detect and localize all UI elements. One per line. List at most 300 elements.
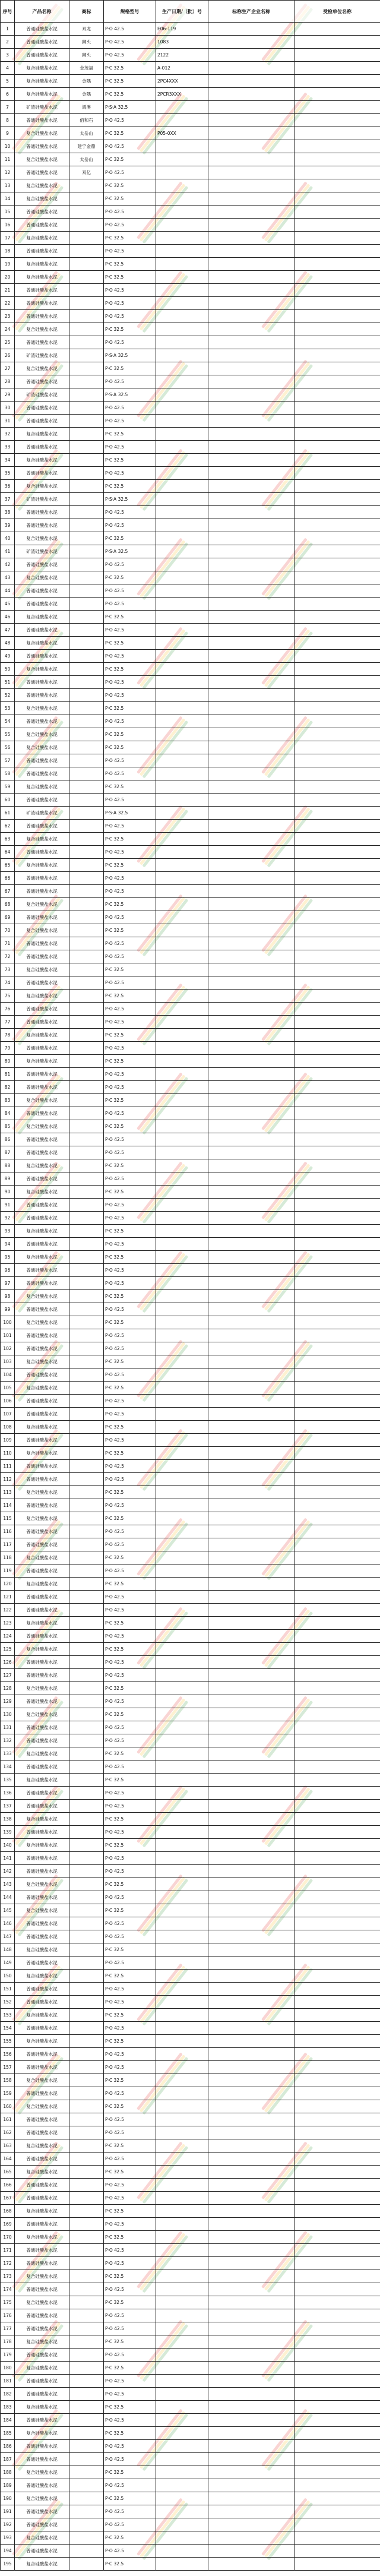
cell-batch bbox=[156, 493, 208, 506]
cell-manufacturer bbox=[208, 2349, 294, 2362]
table-row bbox=[1, 2309, 380, 2322]
cell-index: 116 bbox=[1, 1525, 15, 1538]
cell-manufacturer bbox=[208, 1016, 294, 1029]
cell-manufacturer bbox=[208, 1943, 294, 1957]
cell-product-name: 普通硅酸盐水泥 bbox=[15, 375, 69, 388]
cell-batch bbox=[156, 2100, 208, 2113]
cell-product-name: 普通硅酸盐水泥 bbox=[15, 911, 69, 924]
cell-manufacturer bbox=[208, 624, 294, 637]
cell-product-name: 普通硅酸盐水泥 bbox=[15, 1669, 69, 1682]
cell-index: 123 bbox=[1, 1617, 15, 1630]
table-row bbox=[1, 990, 380, 1003]
cell-product-name: 普通硅酸盐水泥 bbox=[15, 2153, 69, 2166]
cell-batch bbox=[156, 990, 208, 1003]
cell-product-name: 普通硅酸盐水泥 bbox=[15, 402, 69, 415]
table-row bbox=[1, 1486, 380, 1499]
cell-index: 2 bbox=[1, 36, 15, 49]
cell-manufacturer bbox=[208, 140, 294, 153]
cell-brand bbox=[69, 663, 104, 676]
cell-product-name: 普通硅酸盐水泥 bbox=[15, 1368, 69, 1382]
cell-index: 122 bbox=[1, 1604, 15, 1617]
cell-spec: P·O 42.5 bbox=[104, 2545, 156, 2558]
cell-brand bbox=[69, 1355, 104, 1368]
cell-index: 29 bbox=[1, 388, 15, 402]
cell-index: 155 bbox=[1, 2035, 15, 2048]
cell-spec: P·C 32.5 bbox=[104, 2466, 156, 2479]
cell-manufacturer bbox=[208, 1578, 294, 1591]
cell-product-name: 普通硅酸盐水泥 bbox=[15, 820, 69, 833]
cell-batch bbox=[156, 689, 208, 702]
cell-index: 137 bbox=[1, 1800, 15, 1813]
cell-index: 162 bbox=[1, 2126, 15, 2139]
cell-spec: P·C 32.5 bbox=[104, 1617, 156, 1630]
cell-batch bbox=[156, 1943, 208, 1957]
table-row bbox=[1, 1996, 380, 2009]
cell-manufacturer bbox=[208, 2087, 294, 2100]
cell-index: 98 bbox=[1, 1290, 15, 1303]
cell-brand bbox=[69, 702, 104, 715]
cell-inspected-unit bbox=[294, 2518, 380, 2531]
cell-batch bbox=[156, 1721, 208, 1734]
cell-spec: P·O 42.5 bbox=[104, 885, 156, 898]
cell-manufacturer bbox=[208, 1708, 294, 1721]
cell-inspected-unit bbox=[294, 1029, 380, 1042]
cell-brand bbox=[69, 493, 104, 506]
cell-manufacturer bbox=[208, 1303, 294, 1316]
cell-inspected-unit bbox=[294, 454, 380, 467]
cell-batch bbox=[156, 454, 208, 467]
cell-manufacturer bbox=[208, 2492, 294, 2505]
cell-index: 100 bbox=[1, 1316, 15, 1329]
cell-spec: P·C 32.5 bbox=[104, 2492, 156, 2505]
cell-inspected-unit bbox=[294, 1473, 380, 1486]
cell-product-name: 普通硅酸盐水泥 bbox=[15, 715, 69, 728]
cell-index: 80 bbox=[1, 1055, 15, 1068]
table-row bbox=[1, 2126, 380, 2139]
cell-brand bbox=[69, 624, 104, 637]
table-row bbox=[1, 1499, 380, 1512]
cell-batch bbox=[156, 1760, 208, 1774]
cell-manufacturer bbox=[208, 2244, 294, 2257]
cell-index: 101 bbox=[1, 1329, 15, 1342]
cell-manufacturer bbox=[208, 1395, 294, 1408]
cell-spec: P·C 32.5 bbox=[104, 1643, 156, 1656]
cell-batch bbox=[156, 179, 208, 192]
cell-manufacturer bbox=[208, 219, 294, 232]
cell-index: 133 bbox=[1, 1747, 15, 1760]
cell-spec: P·O 42.5 bbox=[104, 1996, 156, 2009]
cell-inspected-unit bbox=[294, 976, 380, 990]
cell-product-name: 复合硅酸盐水泥 bbox=[15, 2139, 69, 2153]
cell-index: 54 bbox=[1, 715, 15, 728]
cell-product-name: 复合硅酸盐水泥 bbox=[15, 2427, 69, 2440]
cell-product-name: 矿渣硅酸盐水泥 bbox=[15, 807, 69, 820]
cell-brand bbox=[69, 219, 104, 232]
cell-manufacturer bbox=[208, 2048, 294, 2061]
cell-index: 62 bbox=[1, 820, 15, 833]
cell-spec: P·S·A 32.5 bbox=[104, 101, 156, 114]
cell-inspected-unit bbox=[294, 1290, 380, 1303]
cell-brand bbox=[69, 2048, 104, 2061]
cell-manufacturer bbox=[208, 1839, 294, 1852]
cell-brand bbox=[69, 1551, 104, 1564]
cell-inspected-unit bbox=[294, 1617, 380, 1630]
cell-brand bbox=[69, 2427, 104, 2440]
cell-brand: 佰和石 bbox=[69, 114, 104, 127]
cell-batch bbox=[156, 2061, 208, 2074]
cell-spec: P·O 42.5 bbox=[104, 2414, 156, 2427]
cell-index: 18 bbox=[1, 245, 15, 258]
cell-brand bbox=[69, 179, 104, 192]
cell-inspected-unit bbox=[294, 2048, 380, 2061]
cell-product-name: 普通硅酸盐水泥 bbox=[15, 2218, 69, 2231]
cell-manufacturer bbox=[208, 1996, 294, 2009]
table-row bbox=[1, 519, 380, 532]
cell-product-name: 普通硅酸盐水泥 bbox=[15, 506, 69, 519]
cell-inspected-unit bbox=[294, 1839, 380, 1852]
table-row bbox=[1, 2505, 380, 2518]
cell-manufacturer bbox=[208, 2113, 294, 2126]
table-row bbox=[1, 2349, 380, 2362]
cell-product-name: 普通硅酸盐水泥 bbox=[15, 794, 69, 807]
cell-product-name: 复合硅酸盐水泥 bbox=[15, 1708, 69, 1721]
cell-manufacturer bbox=[208, 2362, 294, 2375]
cell-manufacturer bbox=[208, 885, 294, 898]
cell-batch bbox=[156, 192, 208, 206]
cell-inspected-unit bbox=[294, 2466, 380, 2479]
cell-spec: P·C 32.5 bbox=[104, 362, 156, 375]
cell-brand bbox=[69, 2505, 104, 2518]
cell-batch bbox=[156, 1199, 208, 1212]
cell-index: 136 bbox=[1, 1787, 15, 1800]
cell-batch bbox=[156, 271, 208, 284]
cell-batch bbox=[156, 1055, 208, 1068]
cell-product-name: 普通硅酸盐水泥 bbox=[15, 1277, 69, 1290]
cell-product-name: 普通硅酸盐水泥 bbox=[15, 2048, 69, 2061]
cell-brand bbox=[69, 336, 104, 349]
cell-batch bbox=[156, 428, 208, 441]
cell-brand bbox=[69, 1029, 104, 1042]
cell-product-name: 复合硅酸盐水泥 bbox=[15, 362, 69, 375]
cell-product-name: 复合硅酸盐水泥 bbox=[15, 637, 69, 650]
cell-inspected-unit bbox=[294, 1342, 380, 1355]
cell-product-name: 普通硅酸盐水泥 bbox=[15, 2179, 69, 2192]
cell-product-name: 普通硅酸盐水泥 bbox=[15, 1329, 69, 1342]
cell-batch bbox=[156, 2270, 208, 2283]
cell-product-name: 复合硅酸盐水泥 bbox=[15, 1251, 69, 1264]
cell-index: 111 bbox=[1, 1460, 15, 1473]
cell-batch bbox=[156, 754, 208, 767]
cell-batch bbox=[156, 219, 208, 232]
cell-index: 163 bbox=[1, 2139, 15, 2153]
cell-brand bbox=[69, 271, 104, 284]
cell-manufacturer bbox=[208, 2309, 294, 2322]
cell-product-name: 复合硅酸盐水泥 bbox=[15, 258, 69, 271]
table-row bbox=[1, 2270, 380, 2283]
cell-index: 16 bbox=[1, 219, 15, 232]
cell-spec: P·O 42.5 bbox=[104, 1656, 156, 1669]
cell-brand bbox=[69, 2022, 104, 2035]
cell-manufacturer bbox=[208, 702, 294, 715]
table-row bbox=[1, 950, 380, 963]
table-row bbox=[1, 2388, 380, 2401]
cell-inspected-unit bbox=[294, 179, 380, 192]
cell-inspected-unit bbox=[294, 323, 380, 336]
cell-index: 161 bbox=[1, 2113, 15, 2126]
cell-index: 165 bbox=[1, 2166, 15, 2179]
cell-batch bbox=[156, 1669, 208, 1682]
table-row bbox=[1, 1564, 380, 1578]
cell-index: 77 bbox=[1, 1016, 15, 1029]
cell-brand bbox=[69, 2335, 104, 2349]
cell-manufacturer bbox=[208, 428, 294, 441]
cell-inspected-unit bbox=[294, 336, 380, 349]
cell-manufacturer bbox=[208, 1630, 294, 1643]
cell-spec: P·C 32.5 bbox=[104, 2296, 156, 2309]
cell-inspected-unit bbox=[294, 624, 380, 637]
table-row bbox=[1, 2545, 380, 2558]
table-row bbox=[1, 2139, 380, 2153]
cell-batch bbox=[156, 1225, 208, 1238]
cell-batch bbox=[156, 1016, 208, 1029]
table-row bbox=[1, 2061, 380, 2074]
cell-manufacturer bbox=[208, 1460, 294, 1473]
cell-batch bbox=[156, 2362, 208, 2375]
cell-inspected-unit bbox=[294, 1120, 380, 1133]
cell-inspected-unit bbox=[294, 794, 380, 807]
cell-manufacturer bbox=[208, 454, 294, 467]
table-row bbox=[1, 1159, 380, 1172]
cell-manufacturer bbox=[208, 558, 294, 571]
cell-spec: P·O 42.5 bbox=[104, 1408, 156, 1421]
cell-index: 63 bbox=[1, 833, 15, 846]
cell-spec: P·C 32.5 bbox=[104, 2074, 156, 2087]
cell-brand bbox=[69, 2218, 104, 2231]
cell-spec: P·O 42.5 bbox=[104, 2022, 156, 2035]
cell-brand bbox=[69, 1172, 104, 1186]
cell-manufacturer bbox=[208, 245, 294, 258]
cell-inspected-unit bbox=[294, 1904, 380, 1917]
cell-spec: P·C 32.5 bbox=[104, 480, 156, 493]
cell-spec: P·O 42.5 bbox=[104, 1238, 156, 1251]
cell-index: 168 bbox=[1, 2205, 15, 2218]
cell-batch bbox=[156, 1159, 208, 1172]
cell-manufacturer bbox=[208, 2218, 294, 2231]
table-row bbox=[1, 1774, 380, 1787]
cell-inspected-unit bbox=[294, 1970, 380, 1983]
cell-spec: P·O 42.5 bbox=[104, 872, 156, 885]
cell-batch bbox=[156, 2479, 208, 2492]
cell-product-name: 普通硅酸盐水泥 bbox=[15, 49, 69, 62]
table-row bbox=[1, 584, 380, 598]
cell-batch bbox=[156, 807, 208, 820]
cell-index: 191 bbox=[1, 2505, 15, 2518]
cell-spec: P·O 42.5 bbox=[104, 415, 156, 428]
cell-batch bbox=[156, 1329, 208, 1342]
cell-product-name: 普通硅酸盐水泥 bbox=[15, 1800, 69, 1813]
cell-product-name: 复合硅酸盐水泥 bbox=[15, 2466, 69, 2479]
cell-inspected-unit bbox=[294, 1943, 380, 1957]
cell-spec: P·O 42.5 bbox=[104, 1865, 156, 1878]
cell-index: 127 bbox=[1, 1669, 15, 1682]
table-row bbox=[1, 1395, 380, 1408]
cell-product-name: 复合硅酸盐水泥 bbox=[15, 2531, 69, 2545]
cell-inspected-unit bbox=[294, 23, 380, 36]
cell-spec: P·O 42.5 bbox=[104, 1068, 156, 1081]
table-row bbox=[1, 2283, 380, 2296]
cell-spec: P·C 32.5 bbox=[104, 2427, 156, 2440]
cell-product-name: 复合硅酸盐水泥 bbox=[15, 480, 69, 493]
cell-manufacturer bbox=[208, 1003, 294, 1016]
cell-batch bbox=[156, 284, 208, 297]
cell-inspected-unit bbox=[294, 114, 380, 127]
cell-spec: P·O 42.5 bbox=[104, 1669, 156, 1682]
cell-batch bbox=[156, 1434, 208, 1447]
cell-product-name: 复合硅酸盐水泥 bbox=[15, 2270, 69, 2283]
cell-spec: P·C 32.5 bbox=[104, 859, 156, 872]
table-row bbox=[1, 2153, 380, 2166]
cell-manufacturer bbox=[208, 1800, 294, 1813]
cell-batch bbox=[156, 1290, 208, 1303]
cell-inspected-unit bbox=[294, 101, 380, 114]
table-row bbox=[1, 1734, 380, 1747]
cell-index: 73 bbox=[1, 963, 15, 976]
cell-index: 139 bbox=[1, 1826, 15, 1839]
cell-spec: P·O 42.5 bbox=[104, 506, 156, 519]
cell-spec: P·O 42.5 bbox=[104, 2087, 156, 2100]
cell-batch bbox=[156, 1120, 208, 1133]
cell-product-name: 复合硅酸盐水泥 bbox=[15, 532, 69, 545]
cell-spec: P·C 32.5 bbox=[104, 571, 156, 584]
cell-index: 147 bbox=[1, 1930, 15, 1943]
cell-manufacturer bbox=[208, 1695, 294, 1708]
cell-manufacturer bbox=[208, 75, 294, 88]
cell-product-name: 复合硅酸盐水泥 bbox=[15, 990, 69, 1003]
cell-brand bbox=[69, 1042, 104, 1055]
cell-inspected-unit bbox=[294, 1708, 380, 1721]
cell-manufacturer bbox=[208, 545, 294, 558]
cell-index: 34 bbox=[1, 454, 15, 467]
cell-product-name: 复合硅酸盐水泥 bbox=[15, 1578, 69, 1591]
cell-brand bbox=[69, 2270, 104, 2283]
cell-index: 97 bbox=[1, 1277, 15, 1290]
cell-brand bbox=[69, 1630, 104, 1643]
cell-index: 148 bbox=[1, 1943, 15, 1957]
cell-spec: P·C 32.5 bbox=[104, 271, 156, 284]
cell-manufacturer bbox=[208, 388, 294, 402]
header-batch: 生产日期/（批）号 bbox=[156, 1, 208, 23]
cell-batch bbox=[156, 519, 208, 532]
cell-batch bbox=[156, 206, 208, 219]
cell-spec: P·C 32.5 bbox=[104, 2035, 156, 2048]
cell-index: 189 bbox=[1, 2479, 15, 2492]
cell-batch bbox=[156, 2349, 208, 2362]
cell-index: 70 bbox=[1, 924, 15, 937]
cell-spec: P·O 42.5 bbox=[104, 1395, 156, 1408]
table-row bbox=[1, 114, 380, 127]
cell-inspected-unit bbox=[294, 1238, 380, 1251]
table-row bbox=[1, 924, 380, 937]
cell-index: 14 bbox=[1, 192, 15, 206]
cell-product-name: 普通硅酸盐水泥 bbox=[15, 1238, 69, 1251]
table-row bbox=[1, 1460, 380, 1473]
cell-manufacturer bbox=[208, 1774, 294, 1787]
cell-index: 53 bbox=[1, 702, 15, 715]
cell-index: 27 bbox=[1, 362, 15, 375]
cell-index: 175 bbox=[1, 2296, 15, 2309]
cell-spec: P·O 42.5 bbox=[104, 1800, 156, 1813]
cell-spec: P·O 42.5 bbox=[104, 1460, 156, 1473]
cell-brand bbox=[69, 611, 104, 624]
cell-spec: P·C 32.5 bbox=[104, 1094, 156, 1107]
cell-spec: P·O 42.5 bbox=[104, 23, 156, 36]
cell-brand bbox=[69, 454, 104, 467]
cell-manufacturer bbox=[208, 963, 294, 976]
cell-spec: P·O 42.5 bbox=[104, 1107, 156, 1120]
cell-inspected-unit bbox=[294, 1695, 380, 1708]
cell-product-name: 普通硅酸盐水泥 bbox=[15, 2518, 69, 2531]
cell-inspected-unit bbox=[294, 2179, 380, 2192]
cell-inspected-unit bbox=[294, 480, 380, 493]
cell-product-name: 复合硅酸盐水泥 bbox=[15, 1421, 69, 1434]
cell-manufacturer bbox=[208, 2035, 294, 2048]
cell-spec: P·O 42.5 bbox=[104, 1983, 156, 1996]
cell-product-name: 普通硅酸盐水泥 bbox=[15, 1107, 69, 1120]
cell-index: 94 bbox=[1, 1238, 15, 1251]
cell-spec: P·C 32.5 bbox=[104, 833, 156, 846]
cell-spec: P·C 32.5 bbox=[104, 88, 156, 101]
cell-brand bbox=[69, 362, 104, 375]
cell-index: 124 bbox=[1, 1630, 15, 1643]
table-row bbox=[1, 232, 380, 245]
table-row bbox=[1, 2009, 380, 2022]
cell-brand: 双龙 bbox=[69, 23, 104, 36]
cell-batch bbox=[156, 545, 208, 558]
cell-batch bbox=[156, 2179, 208, 2192]
cell-product-name: 复合硅酸盐水泥 bbox=[15, 127, 69, 140]
cell-inspected-unit bbox=[294, 75, 380, 88]
cell-product-name: 复合硅酸盐水泥 bbox=[15, 179, 69, 192]
table-row bbox=[1, 1656, 380, 1669]
cell-brand bbox=[69, 232, 104, 245]
cell-spec: P·O 42.5 bbox=[104, 140, 156, 153]
cell-batch bbox=[156, 950, 208, 963]
table-row bbox=[1, 1930, 380, 1943]
cell-batch bbox=[156, 2558, 208, 2571]
cell-inspected-unit bbox=[294, 1094, 380, 1107]
cell-batch bbox=[156, 1355, 208, 1368]
cell-product-name: 普通硅酸盐水泥 bbox=[15, 1891, 69, 1904]
cell-brand bbox=[69, 1421, 104, 1434]
cell-index: 115 bbox=[1, 1512, 15, 1525]
header-brand: 商标 bbox=[69, 1, 104, 23]
table-row bbox=[1, 859, 380, 872]
cell-product-name: 普通硅酸盐水泥 bbox=[15, 937, 69, 950]
cell-manufacturer bbox=[208, 1133, 294, 1146]
cell-spec: P·O 42.5 bbox=[104, 1630, 156, 1643]
cell-batch bbox=[156, 859, 208, 872]
cell-manufacturer bbox=[208, 2505, 294, 2518]
cell-index: 169 bbox=[1, 2218, 15, 2231]
cell-inspected-unit bbox=[294, 2218, 380, 2231]
cell-product-name: 普通硅酸盐水泥 bbox=[15, 676, 69, 689]
table-row bbox=[1, 2205, 380, 2218]
cell-product-name: 复合硅酸盐水泥 bbox=[15, 271, 69, 284]
cell-brand bbox=[69, 885, 104, 898]
cell-batch bbox=[156, 1852, 208, 1865]
cell-brand bbox=[69, 846, 104, 859]
cell-spec: P·C 32.5 bbox=[104, 1120, 156, 1133]
